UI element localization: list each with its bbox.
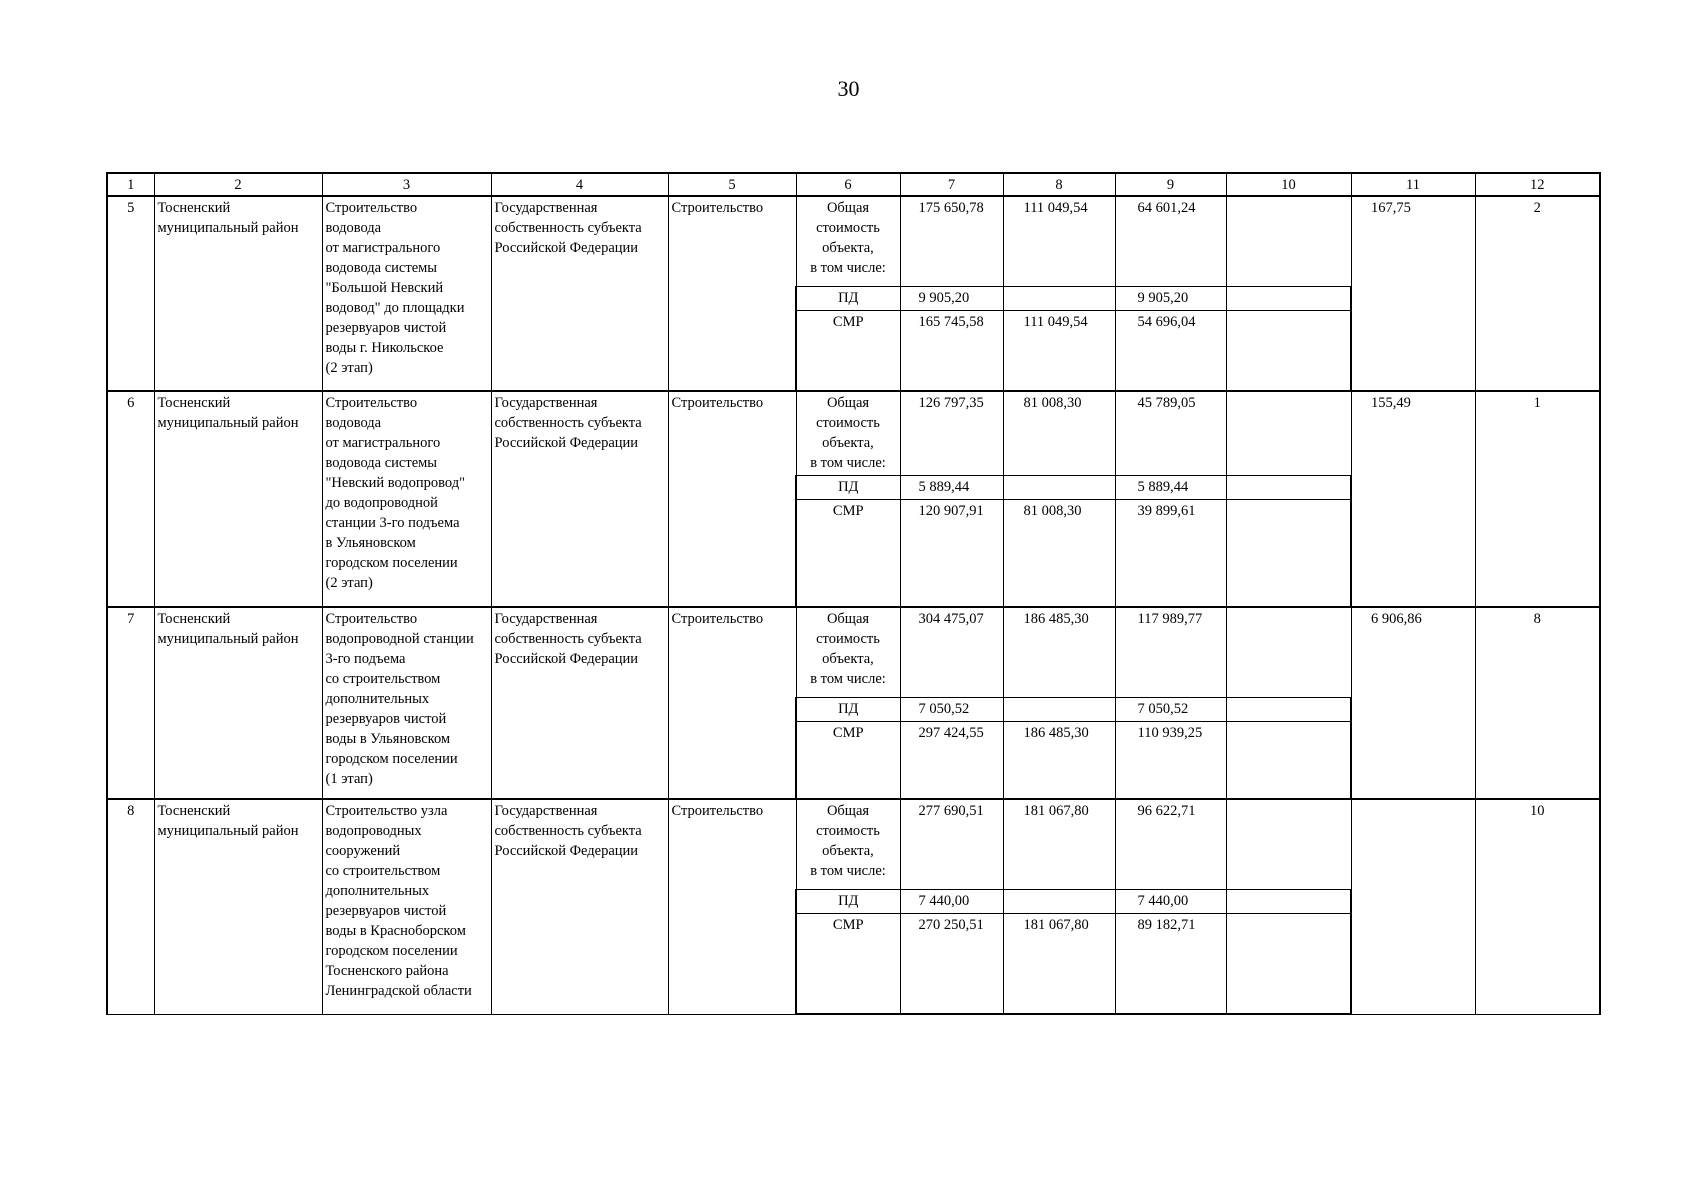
other-funds-cell: [1226, 890, 1351, 914]
table-body: [107, 173, 1600, 1014]
cost-type-label: ПД: [796, 287, 900, 311]
column-number-row: [107, 173, 1600, 196]
object-name-cell: Строительство водопроводной станции 3-го подъема со строительством дополнительных резервуаров чистой воды в Ульяновском городском поселении (1 этап): [322, 607, 491, 799]
other-funds-cell: [1226, 476, 1351, 500]
ownership-cell: Государственная собственность субъекта Российской Федерации: [491, 391, 668, 607]
total-cost-cell: 126 797,35: [900, 391, 1003, 476]
cost-type-label: СМР: [796, 914, 900, 1015]
total-cost-cell: 277 690,51: [900, 799, 1003, 890]
capacity-cell: 6 906,86: [1351, 607, 1475, 799]
federal-funds-cell: 111 049,54: [1003, 196, 1115, 287]
regional-funds-cell: 117 989,77: [1115, 607, 1226, 698]
total-cost-cell: 297 424,55: [900, 722, 1003, 800]
work-type-cell: Строительство: [668, 196, 796, 391]
table-row: [107, 196, 1600, 287]
object-name-cell: Строительство узла водопроводных сооружений со строительством дополнительных резервуаров чистой воды в Красноборском городском поселении Тосненского района Ленинградской области: [322, 799, 491, 1014]
ownership-cell: Государственная собственность субъекта Российской Федерации: [491, 607, 668, 799]
federal-funds-cell: 111 049,54: [1003, 311, 1115, 392]
regional-funds-cell: 64 601,24: [1115, 196, 1226, 287]
regional-funds-cell: 7 050,52: [1115, 698, 1226, 722]
total-cost-cell: 270 250,51: [900, 914, 1003, 1015]
ownership-cell: Государственная собственность субъекта Российской Федерации: [491, 196, 668, 391]
cost-type-label: СМР: [796, 722, 900, 800]
other-funds-cell: [1226, 607, 1351, 698]
row-number-cell: 5: [107, 196, 154, 391]
priority-cell: 10: [1475, 799, 1600, 1014]
table-row: [107, 391, 1600, 476]
column-header: 1: [107, 173, 154, 196]
federal-funds-cell: [1003, 890, 1115, 914]
federal-funds-cell: 181 067,80: [1003, 914, 1115, 1015]
cost-type-label: Общая стоимость объекта, в том числе:: [796, 607, 900, 698]
column-header: 9: [1115, 173, 1226, 196]
federal-funds-cell: 81 008,30: [1003, 391, 1115, 476]
column-header: 10: [1226, 173, 1351, 196]
total-cost-cell: 7 050,52: [900, 698, 1003, 722]
column-header: 5: [668, 173, 796, 196]
federal-funds-cell: 186 485,30: [1003, 607, 1115, 698]
other-funds-cell: [1226, 914, 1351, 1015]
federal-funds-cell: 81 008,30: [1003, 500, 1115, 608]
other-funds-cell: [1226, 698, 1351, 722]
object-table: [106, 172, 1601, 1015]
federal-funds-cell: [1003, 698, 1115, 722]
cost-type-label: ПД: [796, 698, 900, 722]
regional-funds-cell: 110 939,25: [1115, 722, 1226, 800]
total-cost-cell: 5 889,44: [900, 476, 1003, 500]
other-funds-cell: [1226, 196, 1351, 287]
work-type-cell: Строительство: [668, 607, 796, 799]
row-number-cell: 7: [107, 607, 154, 799]
column-header: 6: [796, 173, 900, 196]
column-header: 2: [154, 173, 322, 196]
cost-type-label: ПД: [796, 476, 900, 500]
total-cost-cell: 120 907,91: [900, 500, 1003, 608]
ownership-cell: Государственная собственность субъекта Российской Федерации: [491, 799, 668, 1014]
cost-type-label: Общая стоимость объекта, в том числе:: [796, 391, 900, 476]
district-cell: Тосненский муниципальный район: [154, 196, 322, 391]
regional-funds-cell: 89 182,71: [1115, 914, 1226, 1015]
capacity-cell: 155,49: [1351, 391, 1475, 607]
regional-funds-cell: 5 889,44: [1115, 476, 1226, 500]
page-number: 30: [837, 76, 860, 101]
total-cost-cell: 175 650,78: [900, 196, 1003, 287]
cost-type-label: Общая стоимость объекта, в том числе:: [796, 196, 900, 287]
object-name-cell: Строительство водовода от магистрального водовода системы "Большой Невский водовод" до площадки резервуаров чистой воды г. Никольское (2 этап): [322, 196, 491, 391]
regional-funds-cell: 39 899,61: [1115, 500, 1226, 608]
total-cost-cell: 304 475,07: [900, 607, 1003, 698]
regional-funds-cell: 54 696,04: [1115, 311, 1226, 392]
table-row: [107, 799, 1600, 890]
total-cost-cell: 9 905,20: [900, 287, 1003, 311]
federal-funds-cell: 186 485,30: [1003, 722, 1115, 800]
other-funds-cell: [1226, 311, 1351, 392]
object-name-cell: Строительство водовода от магистрального водовода системы "Невский водопровод" до водопроводной станции 3-го подъема в Ульяновском городском поселении (2 этап): [322, 391, 491, 607]
regional-funds-cell: 7 440,00: [1115, 890, 1226, 914]
other-funds-cell: [1226, 391, 1351, 476]
regional-funds-cell: 45 789,05: [1115, 391, 1226, 476]
priority-cell: 1: [1475, 391, 1600, 607]
other-funds-cell: [1226, 722, 1351, 800]
priority-cell: 2: [1475, 196, 1600, 391]
federal-funds-cell: [1003, 287, 1115, 311]
table-row: [107, 607, 1600, 698]
federal-funds-cell: [1003, 476, 1115, 500]
district-cell: Тосненский муниципальный район: [154, 607, 322, 799]
district-cell: Тосненский муниципальный район: [154, 391, 322, 607]
regional-funds-cell: 9 905,20: [1115, 287, 1226, 311]
column-header: 7: [900, 173, 1003, 196]
federal-funds-cell: 181 067,80: [1003, 799, 1115, 890]
other-funds-cell: [1226, 287, 1351, 311]
column-header: 3: [322, 173, 491, 196]
cost-type-label: СМР: [796, 311, 900, 392]
other-funds-cell: [1226, 500, 1351, 608]
column-header: 11: [1351, 173, 1475, 196]
other-funds-cell: [1226, 799, 1351, 890]
column-header: 8: [1003, 173, 1115, 196]
column-header: 4: [491, 173, 668, 196]
priority-cell: 8: [1475, 607, 1600, 799]
work-type-cell: Строительство: [668, 391, 796, 607]
total-cost-cell: 7 440,00: [900, 890, 1003, 914]
cost-type-label: ПД: [796, 890, 900, 914]
cost-type-label: СМР: [796, 500, 900, 608]
cost-type-label: Общая стоимость объекта, в том числе:: [796, 799, 900, 890]
row-number-cell: 8: [107, 799, 154, 1014]
row-number-cell: 6: [107, 391, 154, 607]
regional-funds-cell: 96 622,71: [1115, 799, 1226, 890]
work-type-cell: Строительство: [668, 799, 796, 1014]
capacity-cell: [1351, 799, 1475, 1014]
district-cell: Тосненский муниципальный район: [154, 799, 322, 1014]
total-cost-cell: 165 745,58: [900, 311, 1003, 392]
capacity-cell: 167,75: [1351, 196, 1475, 391]
column-header: 12: [1475, 173, 1600, 196]
